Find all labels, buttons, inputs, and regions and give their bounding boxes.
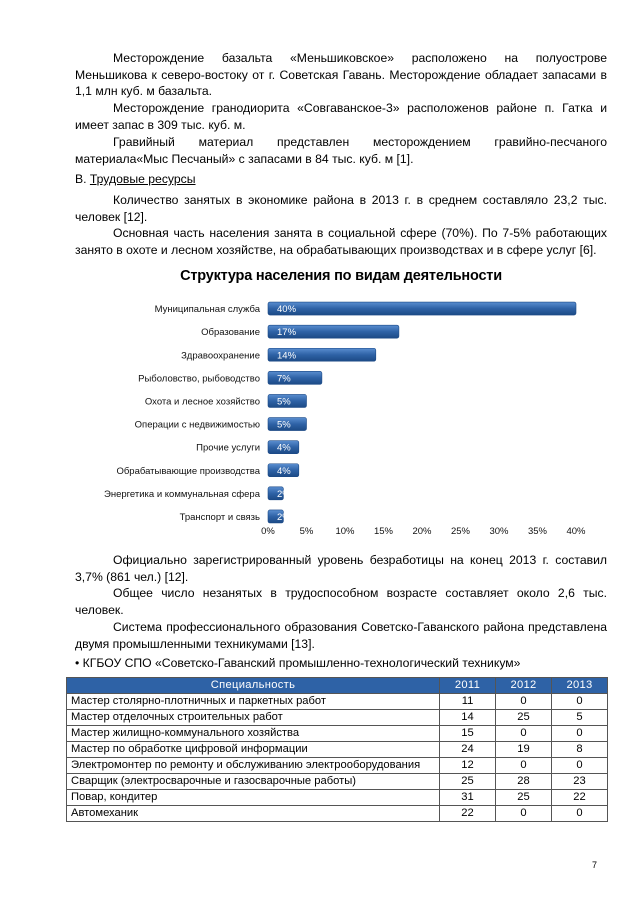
bullet-item bbox=[75, 656, 520, 670]
category-label: Операции с недвижимостью bbox=[134, 419, 260, 431]
table-row bbox=[67, 726, 608, 742]
table-header-2011: 2011 bbox=[440, 678, 496, 694]
x-tick-label: 30% bbox=[489, 526, 509, 537]
specialties-table bbox=[66, 677, 608, 822]
bar bbox=[268, 302, 576, 315]
table-cell: 0 bbox=[552, 806, 608, 822]
chart-title: Структура населения по видам деятельности bbox=[180, 268, 502, 284]
table-header-row bbox=[67, 678, 608, 694]
table-header-2012: 2012 bbox=[496, 678, 552, 694]
table-cell: 12 bbox=[440, 758, 496, 774]
data-label: 40% bbox=[277, 304, 297, 316]
category-label: Транспорт и связь bbox=[179, 511, 260, 523]
table-cell: 0 bbox=[552, 758, 608, 774]
x-tick-label: 10% bbox=[335, 526, 355, 537]
x-tick-label: 0% bbox=[261, 526, 275, 537]
paragraph-basalt: Месторождение базальта «Меньшиковское» расположено на полуострове Меньшикова к северо-востоку от г. Советская Гавань. Месторождение обладает запасами в 1,1 млн куб. м базальта. bbox=[75, 51, 607, 98]
table-cell: 0 bbox=[552, 694, 608, 710]
table-row bbox=[67, 790, 608, 806]
category-label: Охота и лесное хозяйство bbox=[144, 396, 260, 408]
table-cell: 0 bbox=[496, 758, 552, 774]
x-tick-label: 40% bbox=[566, 526, 586, 537]
category-label: Прочие услуги bbox=[196, 442, 260, 454]
table-cell: 31 bbox=[440, 790, 496, 806]
bullet-text: КГБОУ СПО «Советско-Гаванский промышленно-технологический техникум» bbox=[82, 656, 521, 670]
page-number: 7 bbox=[592, 860, 598, 870]
table-cell: Сварщик (электросварочные и газосварочные работы) bbox=[67, 774, 440, 790]
table-row bbox=[67, 710, 608, 726]
data-label: 14% bbox=[277, 350, 297, 362]
paragraph-unoccupied: Общее число незанятых в трудоспособном возрасте составляет около 2,6 тыс. человек. bbox=[75, 586, 607, 617]
table-cell: 24 bbox=[440, 742, 496, 758]
category-label: Здравоохранение bbox=[181, 350, 260, 362]
data-label: 4% bbox=[277, 442, 291, 454]
category-label: Энергетика и коммунальная сфера bbox=[104, 488, 260, 500]
paragraph-granodiorite: Месторождение гранодиорита «Совгаванское-3» расположенов районе п. Гатка и имеет запас в 309 тыс. куб. м. bbox=[75, 101, 607, 132]
table-cell: 11 bbox=[440, 694, 496, 710]
paragraph-gravel: Гравийный материал представлен месторождением гравийно-песчаного материала«Мыс Песчаный» с запасами в 84 тыс. куб. м [1]. bbox=[75, 135, 607, 166]
data-label: 2% bbox=[277, 488, 291, 500]
table-cell: Мастер отделочных строительных работ bbox=[67, 710, 440, 726]
table-cell: 25 bbox=[440, 774, 496, 790]
table-cell: 14 bbox=[440, 710, 496, 726]
table-cell: 5 bbox=[552, 710, 608, 726]
table-cell: 28 bbox=[496, 774, 552, 790]
x-tick-label: 15% bbox=[373, 526, 394, 537]
table-cell: 19 bbox=[496, 742, 552, 758]
table-row bbox=[67, 694, 608, 710]
x-tick-label: 20% bbox=[412, 526, 432, 537]
paragraph-unemployment: Официально зарегистрированный уровень безработицы на конец 2013 г. составил 3,7% (861 чел.) [12]. bbox=[75, 553, 607, 584]
table-row bbox=[67, 742, 608, 758]
data-label: 5% bbox=[277, 419, 291, 431]
bullet-marker: • bbox=[75, 656, 80, 670]
table-cell: 8 bbox=[552, 742, 608, 758]
section-heading bbox=[75, 172, 196, 186]
x-tick-label: 35% bbox=[527, 526, 548, 537]
paragraph-education: Система профессионального образования Советско-Гаванского района представлена двумя промышленными техникумами [13]. bbox=[75, 620, 607, 651]
table-cell: 0 bbox=[496, 806, 552, 822]
table-row bbox=[67, 806, 608, 822]
table-cell: 25 bbox=[496, 710, 552, 726]
data-label: 17% bbox=[277, 327, 297, 339]
table-header-specialty: Специальность bbox=[67, 678, 440, 694]
paragraph-social-sphere: Основная часть населения занята в социальной сфере (70%). По 7-5% работающих занято в охоте и лесном хозяйстве, на обрабатывающих производствах и в сфере услуг [6]. bbox=[75, 226, 607, 257]
data-label: 5% bbox=[277, 396, 291, 408]
table-cell: Автомеханик bbox=[67, 806, 440, 822]
data-label: 7% bbox=[277, 373, 291, 385]
table-cell: 0 bbox=[496, 694, 552, 710]
table-cell: 25 bbox=[496, 790, 552, 806]
data-label: 2% bbox=[277, 511, 291, 523]
table-cell: 0 bbox=[552, 726, 608, 742]
table-header-2013: 2013 bbox=[552, 678, 608, 694]
table-cell: Электромонтер по ремонту и обслуживанию электрооборудования bbox=[67, 758, 440, 774]
table-cell: 0 bbox=[496, 726, 552, 742]
category-label: Муниципальная служба bbox=[154, 304, 260, 316]
category-label: Образование bbox=[201, 327, 260, 339]
table-cell: 22 bbox=[552, 790, 608, 806]
section-prefix: В. bbox=[75, 172, 87, 186]
section-title: Трудовые ресурсы bbox=[89, 172, 196, 186]
category-label: Обрабатывающие производства bbox=[116, 465, 260, 477]
table-cell: Мастер по обработке цифровой информации bbox=[67, 742, 440, 758]
table-cell: 22 bbox=[440, 806, 496, 822]
table-cell: Мастер жилищно-коммунального хозяйства bbox=[67, 726, 440, 742]
data-label: 4% bbox=[277, 465, 291, 477]
table-cell: Мастер столярно-плотничных и паркетных работ bbox=[67, 694, 440, 710]
category-label: Рыболовство, рыбоводство bbox=[138, 373, 260, 385]
paragraph-employed: Количество занятых в экономике района в 2013 г. в среднем составляло 23,2 тыс. человек [12]. bbox=[75, 193, 607, 224]
table-cell: 23 bbox=[552, 774, 608, 790]
x-tick-label: 5% bbox=[299, 526, 314, 537]
table-row bbox=[67, 758, 608, 774]
x-tick-label: 25% bbox=[450, 526, 471, 537]
table-cell: 15 bbox=[440, 726, 496, 742]
employment-bar-chart bbox=[75, 288, 607, 538]
table-row bbox=[67, 774, 608, 790]
table-cell: Повар, кондитер bbox=[67, 790, 440, 806]
